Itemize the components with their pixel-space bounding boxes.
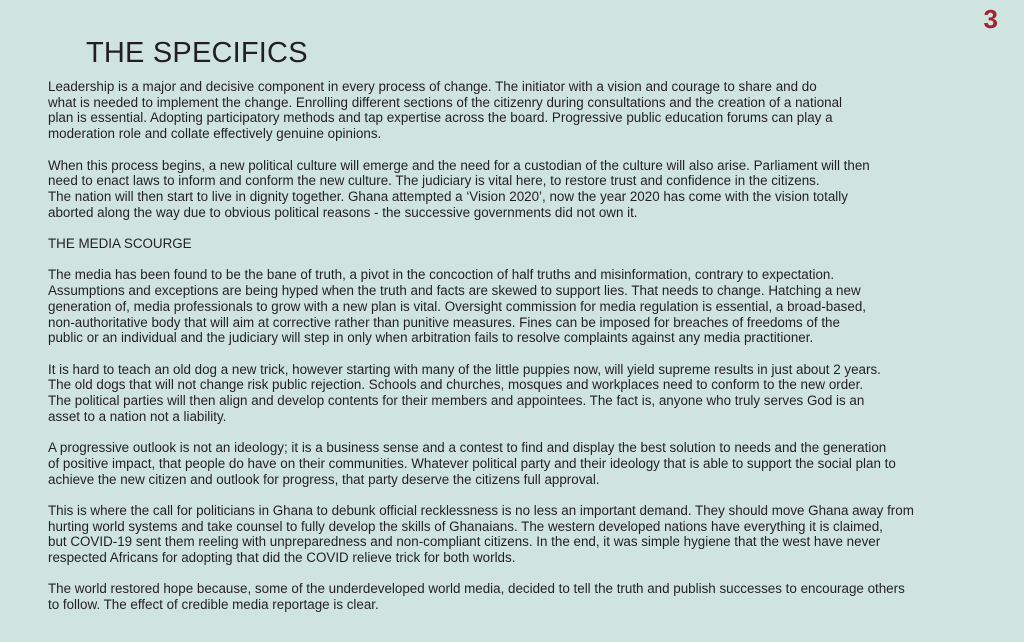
- section-heading-media-scourge: [48, 236, 1014, 252]
- text-line: respected Africans for adopting that did the COVID relieve trick for both worlds.: [48, 550, 516, 565]
- paragraph-world-hope: [48, 581, 1014, 612]
- text-line: The media has been found to be the bane of truth, a pivot in the concoction of half truths and misinformation, contrary to expectation.: [48, 267, 835, 283]
- text-line: When this process begins, a new political culture will emerge and the need for a custodian of the culture will also arise. Parliament will then: [48, 157, 870, 173]
- text-line: to follow. The effect of credible media reportage is clear.: [48, 597, 379, 613]
- text-line: achieve the new citizen and outlook for progress, that party deserve the citizens full approval.: [48, 471, 600, 487]
- text-line: what is needed to implement the change. Enrolling different sections of the citizenry during consultations and the creation of a national: [48, 94, 843, 110]
- text-line: aborted along the way due to obvious political reasons - the successive governments did not own it.: [48, 204, 638, 220]
- text-line: The world restored hope because, some of the underdeveloped world media, decided to tell the truth and publish successes to encourage others: [48, 581, 905, 597]
- page-title: THE SPECIFICS: [86, 37, 308, 69]
- text-line: asset to a nation not a liability.: [48, 408, 227, 424]
- text-line: The old dogs that will not change risk public rejection. Schools and churches, mosques and workplaces need to conform to the new order.: [48, 377, 864, 393]
- text-line: Assumptions and exceptions are being hyped when the truth and facts are skewed to support lies. That needs to change. Hatching a new: [48, 283, 861, 299]
- text-line: non-authoritative body that will aim at corrective rather than punitive measures. Fines can be imposed for breaches of freedoms of the: [48, 314, 840, 330]
- text-line: The nation will then start to live in dignity together. Ghana attempted a ‘Vision 2020’, now the year 2020 has come with the vision totally: [48, 188, 848, 204]
- text-line: of positive impact, that people do have on their communities. Whatever political party and their ideology that is able to support the social plan to: [48, 455, 896, 471]
- paragraph-political-culture: [48, 158, 1014, 221]
- paragraph-old-dog: [48, 362, 1014, 425]
- paragraph-politicians: [48, 503, 1014, 566]
- text-line: A progressive outlook is not an ideology; it is a business sense and a contest to find and display the best solution to needs and the generation: [48, 440, 887, 456]
- text-line: generation of, media professionals to grow with a new plan is vital. Oversight commission for media regulation is essential, a broad-based,: [48, 298, 866, 314]
- page-number: 3: [983, 4, 998, 34]
- paragraph-leadership: [48, 79, 1014, 142]
- body-text: [48, 79, 1014, 628]
- text-line: hurting world systems and take counsel to fully develop the skills of Ghanaians. The western developed nations have everything it is claimed,: [48, 518, 883, 534]
- text-line: plan is essential. Adopting participatory methods and tap expertise across the board. Progressive public education forums can play a: [48, 110, 833, 126]
- text-line: but COVID-19 sent them reeling with unpreparedness and non-compliant citizens. In the end, it was simple hygiene that the west have never: [48, 534, 881, 550]
- text-line: The political parties will then align and develop contents for their members and appointees. The fact is, anyone who truly serves God is an: [48, 393, 865, 408]
- text-line: Leadership is a major and decisive component in every process of change. The initiator with a vision and courage to share and do: [48, 79, 817, 94]
- paragraph-media: [48, 267, 1014, 346]
- section-heading: THE MEDIA SCOURGE: [48, 236, 192, 251]
- text-line: It is hard to teach an old dog a new trick, however starting with many of the little puppies now, will yield supreme results in just about 2 years.: [48, 361, 881, 377]
- text-line: moderation role and collate effectively genuine opinions.: [48, 126, 382, 142]
- text-line: This is where the call for politicians in Ghana to debunk official recklessness is no less an important demand. They should move Ghana away from: [48, 502, 914, 518]
- text-line: public or an individual and the judiciary will step in only when arbitration fails to resolve complaints against any media practitioner.: [48, 330, 814, 346]
- paragraph-progressive-outlook: [48, 440, 1014, 487]
- text-line: need to enact laws to inform and conform the new culture. The judiciary is vital here, to restore trust and confidence in the citizens.: [48, 173, 820, 189]
